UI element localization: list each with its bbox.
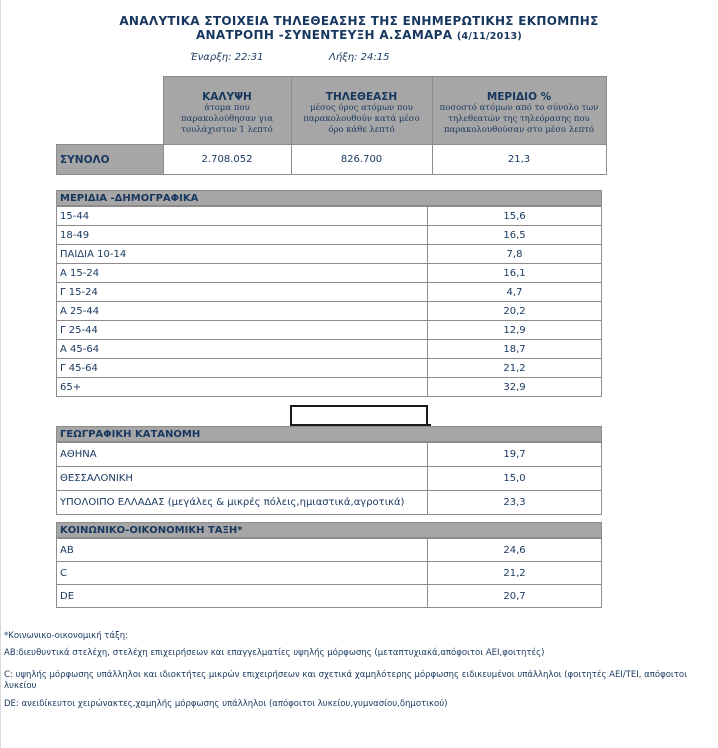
notes-heading: *Κοινωνικο-οικονομική τάξη: (4, 631, 128, 641)
total-label[interactable]: ΣΥΝΟΛΟ (57, 145, 164, 175)
row-label[interactable]: Α 25-44 (57, 302, 428, 321)
row-label[interactable]: Γ 45-64 (57, 359, 428, 378)
table-row (57, 245, 602, 264)
row-label[interactable]: Γ 15-24 (57, 283, 428, 302)
row-value[interactable]: 15,0 (428, 467, 602, 491)
table-row (57, 321, 602, 340)
coverage-title: ΚΑΛΥΨΗ (202, 91, 252, 103)
table-row (57, 207, 602, 226)
geography-table (56, 442, 602, 515)
demographics-section (56, 190, 602, 397)
table-row (57, 539, 602, 562)
broadcast-date: (4/11/2013) (456, 31, 523, 42)
row-label[interactable]: 65+ (57, 378, 428, 397)
row-value[interactable]: 32,9 (428, 378, 602, 397)
geography-section (56, 426, 602, 515)
coverage-header[interactable] (163, 77, 291, 145)
row-value[interactable]: 16,5 (428, 226, 602, 245)
start-time: Έναρξη: 22:31 (190, 52, 264, 63)
table-row (57, 467, 602, 491)
demographics-table (56, 206, 602, 397)
row-label[interactable]: ΘΕΣΣΑΛΟΝΙΚΗ (57, 467, 428, 491)
row-value[interactable]: 19,7 (428, 443, 602, 467)
table-row (57, 302, 602, 321)
row-label[interactable]: 15-44 (57, 207, 428, 226)
table-row (57, 359, 602, 378)
row-value[interactable]: 7,8 (428, 245, 602, 264)
sheet-left-edge (0, 0, 1, 748)
row-label[interactable]: C (57, 562, 428, 585)
row-label[interactable]: DE (57, 585, 428, 608)
row-value[interactable]: 4,7 (428, 283, 602, 302)
row-label[interactable]: Γ 25-44 (57, 321, 428, 340)
row-value[interactable]: 20,2 (428, 302, 602, 321)
row-label[interactable]: AB (57, 539, 428, 562)
table-row (57, 378, 602, 397)
row-value[interactable]: 24,6 (428, 539, 602, 562)
viewership-subtitle: μέσος όρος ατόμων που παρακολουθούν κατά μέσο όρο κάθε λεπτό (303, 103, 420, 135)
social-class-table (56, 538, 602, 608)
total-share[interactable]: 21,3 (432, 145, 606, 175)
demographics-header[interactable]: ΜΕΡΙΔΙΑ -ΔΗΜΟΓΡΑΦΙΚΑ (56, 190, 602, 206)
row-label[interactable]: ΑΘΗΝΑ (57, 443, 428, 467)
report-subtitle (0, 28, 718, 42)
viewership-title: ΤΗΛΕΘΕΑΣΗ (325, 91, 398, 103)
table-row (57, 443, 602, 467)
table-row (57, 226, 602, 245)
geography-header[interactable]: ΓΕΩΓΡΑΦΙΚΗ ΚΑΤΑΝΟΜΗ (56, 426, 602, 442)
table-row (57, 340, 602, 359)
note-de: DE: ανειδίκευτοι χειρώνακτες,χαμηλής μόρφωσης υπάλληλοι (απόφοιτοι λυκείου,γυμνασίου,δημοτικού) (4, 699, 448, 709)
row-value[interactable]: 20,7 (428, 585, 602, 608)
social-class-section (56, 522, 602, 608)
row-label[interactable]: Α 15-24 (57, 264, 428, 283)
row-value[interactable]: 16,1 (428, 264, 602, 283)
program-name: ΑΝΑΤΡΟΠΗ -ΣΥΝΕΝΤΕΥΞΗ Α.ΣΑΜΑΡΑ (195, 28, 453, 42)
total-coverage[interactable]: 2.708.052 (163, 145, 291, 175)
row-value[interactable]: 15,6 (428, 207, 602, 226)
end-time: Λήξη: 24:15 (329, 52, 390, 63)
social-class-header[interactable]: ΚΟΙΝΩΝΙΚΟ-ΟΙΚΟΝΟΜΙΚΗ ΤΑΞΗ* (56, 522, 602, 538)
share-title: ΜΕΡΙΔΙΟ % (486, 91, 552, 103)
table-row (57, 585, 602, 608)
table-row (57, 562, 602, 585)
row-value[interactable]: 21,2 (428, 359, 602, 378)
row-value[interactable]: 12,9 (428, 321, 602, 340)
selected-cell[interactable] (290, 405, 428, 426)
row-value[interactable]: 18,7 (428, 340, 602, 359)
table-row (57, 491, 602, 515)
row-label[interactable]: ΠΑΙΔΙΑ 10-14 (57, 245, 428, 264)
share-subtitle: ποσοστό ατόμων από το σύνολο των τηλεθεατών της τηλεόρασης που παρακολουθούσαν στο μέσο λεπτό (439, 103, 599, 135)
table-row (57, 283, 602, 302)
share-header[interactable] (432, 77, 606, 145)
row-label[interactable]: ΥΠΟΛΟΙΠΟ ΕΛΛΑΔΑΣ (μεγάλες & μικρές πόλεις,ημιαστικά,αγροτικά) (57, 491, 428, 515)
row-label[interactable]: 18-49 (57, 226, 428, 245)
note-c: C: υψηλής μόρφωσης υπάλληλοι και ιδιοκτήτες μικρών επιχειρήσεων και σχετικά χαμηλότερης μόρφωσης ειδικευμένοι υπάλληλοι (φοιτητές ΑΕΙ/ΤΕΙ, απόφοιτοι λυκείου (4, 670, 687, 691)
report-title: ΑΝΑΛΥΤΙΚΑ ΣΤΟΙΧΕΙΑ ΤΗΛΕΘΕΑΣΗΣ ΤΗΣ ΕΝΗΜΕΡΩΤΙΚΗΣ ΕΚΠΟΜΠΗΣ (119, 14, 599, 28)
row-label[interactable]: Α 45-64 (57, 340, 428, 359)
note-ab: AB:διευθυντικά στελέχη, στελέχη επιχειρήσεων και επαγγελματίες υψηλής μόρφωσης (μεταπτυχιακά,απόφοιτοι ΑΕΙ,φοιτητές) (4, 648, 545, 658)
row-value[interactable]: 21,2 (428, 562, 602, 585)
summary-table (56, 76, 607, 175)
total-viewership[interactable]: 826.700 (291, 145, 432, 175)
row-value[interactable]: 23,3 (428, 491, 602, 515)
table-row (57, 264, 602, 283)
coverage-subtitle: άτομα που παρακολούθησαν για τουλάχιστον 1 λεπτό (181, 103, 273, 135)
summary-corner (57, 77, 164, 145)
viewership-header[interactable] (291, 77, 432, 145)
